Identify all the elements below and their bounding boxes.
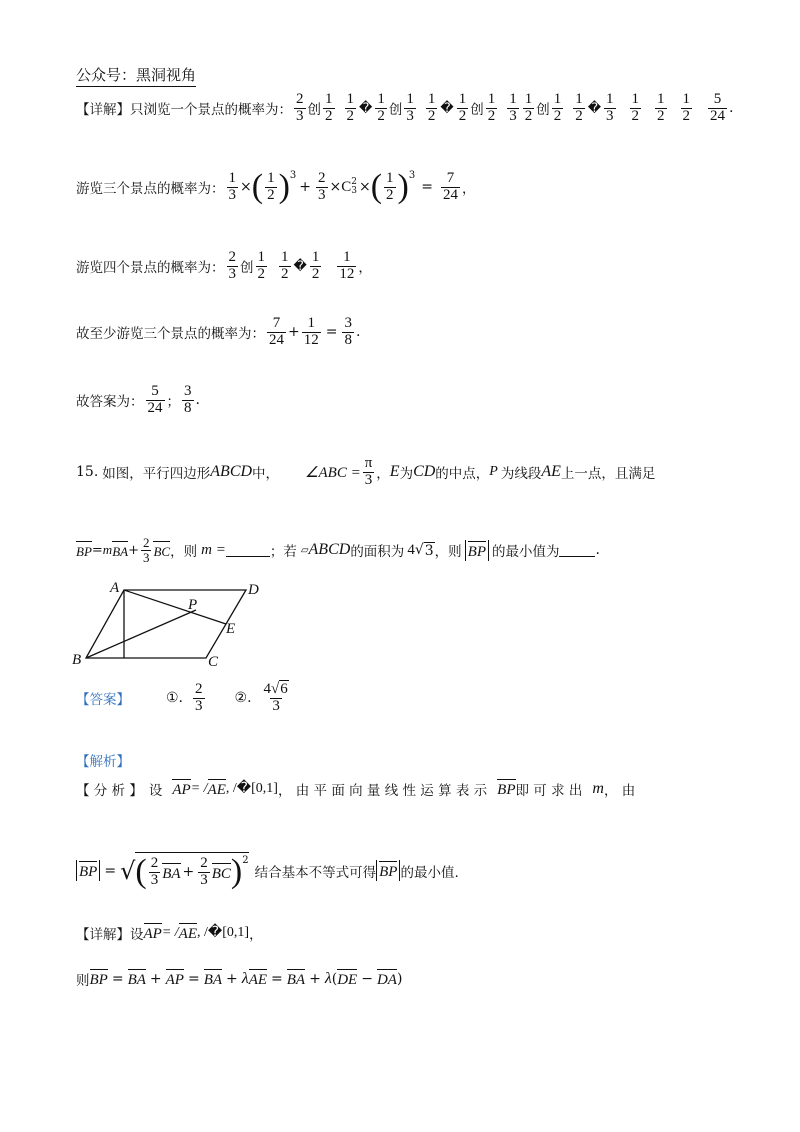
label-C: C xyxy=(208,654,219,670)
line4-label: 故至少游览三个景点的概率为： xyxy=(76,326,265,343)
frac: $\frac{1}{2}$ xyxy=(657,91,665,124)
parallelogram-figure xyxy=(70,578,270,670)
answer-blank-2 xyxy=(559,544,595,557)
segment-BP xyxy=(86,610,196,658)
question-number: 15. xyxy=(76,464,99,481)
frac: $\frac{1}{2}$ xyxy=(487,91,496,124)
line2-label: 游览三个景点的概率为： xyxy=(76,181,225,197)
frac: $\frac{1}{3}$ xyxy=(606,91,614,124)
q15-line2: BP = m BA + $\frac{2}{3}$ BC ，则 m = ；若 ▱ ABCD 的面积为 4 √ 3 ，则 BP 的最小值为 . xyxy=(76,535,600,565)
frac: $\frac{1}{2}$ xyxy=(377,91,385,124)
answer-1: $\frac{2}{3}$ xyxy=(195,681,203,714)
answer-tag: 【答案】 xyxy=(76,692,130,709)
label-A: A xyxy=(110,580,120,596)
answer-label: 故答案为： xyxy=(76,394,144,411)
result-fraction: $\frac{5}{24}$ xyxy=(710,91,726,124)
answer-row: 【答案】 ①. $\frac{2}{3}$ ②. $\frac{4√6}{3}$ xyxy=(76,682,293,715)
label-E: E xyxy=(226,621,236,637)
frac: $\frac{1}{2}$ xyxy=(575,91,583,124)
line-three-spots: 游览三个景点的概率为： $\frac{1}{3}$ × ( $\frac{1}{2}$ ) $^3$ + $\frac{2}{3}$ × C 2 3 × ( $\frac{1}{2}$ ) $^3$ = $\frac{7}{24}$ ， xyxy=(76,168,476,205)
detail-tag: 【详解】 xyxy=(76,102,130,119)
answer-2: $\frac{4√6}{3}$ xyxy=(263,681,288,714)
frac: $\frac{1}{2}$ xyxy=(553,91,562,124)
frac: $\frac{1}{2}$ xyxy=(524,91,533,124)
frac: $\frac{1}{2}$ xyxy=(346,91,354,124)
detail2-line2: 则 BP = BA + AP = BA + λ AE = BA + λ ( DE − DA ) xyxy=(76,969,403,989)
frac: $\frac{1}{2}$ xyxy=(682,91,691,124)
line-one-spot: 【详解】 只浏览一个景点的概率为： $\frac{2}{3}$ 创 $\frac{1}{2}$ $\frac{1}{2}$ � $\frac{1}{2}$ 创 $\frac{1}{3}$ $\frac{1}{2}$ � $\frac{1}{2}$ 创 $\frac{1}{2}$ $\frac{1}{3}$ $\frac{1}{2}$ 创 $\frac{1}{2}$ $\frac{1}{2}$ � $\frac{1}{3}$ $\frac{1}{2}$ $\frac{1}{2}$ $\frac{1}{2}$ $\frac{5}{24}$ . xyxy=(76,91,734,124)
frac: $\frac{2}{3}$ xyxy=(296,91,304,124)
result-fraction: $\frac{1}{12}$ xyxy=(339,249,355,282)
frac: $\frac{1}{2}$ xyxy=(325,91,333,124)
q15-line1: 15. 如图，平行四边形 ABCD 中， ∠ABC = $\frac{\pi}{3}$ ， E 为 CD 的中点， P 为线段 AE 上一点，且满足 xyxy=(76,455,656,488)
frac: $\frac{1}{2}$ xyxy=(458,91,467,124)
answer-blank-1 xyxy=(226,544,270,557)
result-fraction: $\frac{7}{24}$ xyxy=(442,169,458,203)
answer-line-14: 故答案为： $\frac{5}{24}$ ； $\frac{3}{8}$ . xyxy=(76,383,200,416)
frac: $\frac{1}{3}$ xyxy=(406,91,414,124)
label-D: D xyxy=(248,582,259,598)
line1-label: 只浏览一个景点的概率为： xyxy=(130,102,292,119)
analysis-line-2: BP = √ ( $\frac{2}{3}$ BA + $\frac{2}{3}$ BC ) $^2$ 结合基本不等式可得 BP 的最小值. xyxy=(76,852,459,889)
frac: $\frac{1}{3}$ xyxy=(509,91,517,124)
frac: $\frac{1}{2}$ xyxy=(631,91,640,124)
watermark-underline xyxy=(76,86,196,87)
line-four-spots: 游览四个景点的概率为： $\frac{2}{3}$ 创 $\frac{1}{2}$ $\frac{1}{2}$ � $\frac{1}{2}$ $\frac{1}{12}$ ， xyxy=(76,249,372,282)
label-B: B xyxy=(72,652,82,668)
analysis-line: 【 分 析 】 设 AP = / AE , /�[0,1] ， 由 平 面 向 量 线 性 运 算 表 示 BP 即 可 求 出 m ， 由 xyxy=(76,779,636,799)
detail2-line1: 【详解】 设 AP = / AE , /�[0,1] ， xyxy=(76,922,263,943)
frac: $\frac{1}{2}$ xyxy=(427,91,436,124)
label-P: P xyxy=(188,597,198,613)
line-at-least-three: 故至少游览三个景点的概率为： $\frac{7}{24}$ + $\frac{1}{12}$ = $\frac{3}{8}$ . xyxy=(76,315,361,348)
analysis-tag: 【解析】 xyxy=(76,754,130,770)
line3-label: 游览四个景点的概率为： xyxy=(76,260,225,277)
watermark: 公众号：黑洞视角 xyxy=(76,64,196,87)
